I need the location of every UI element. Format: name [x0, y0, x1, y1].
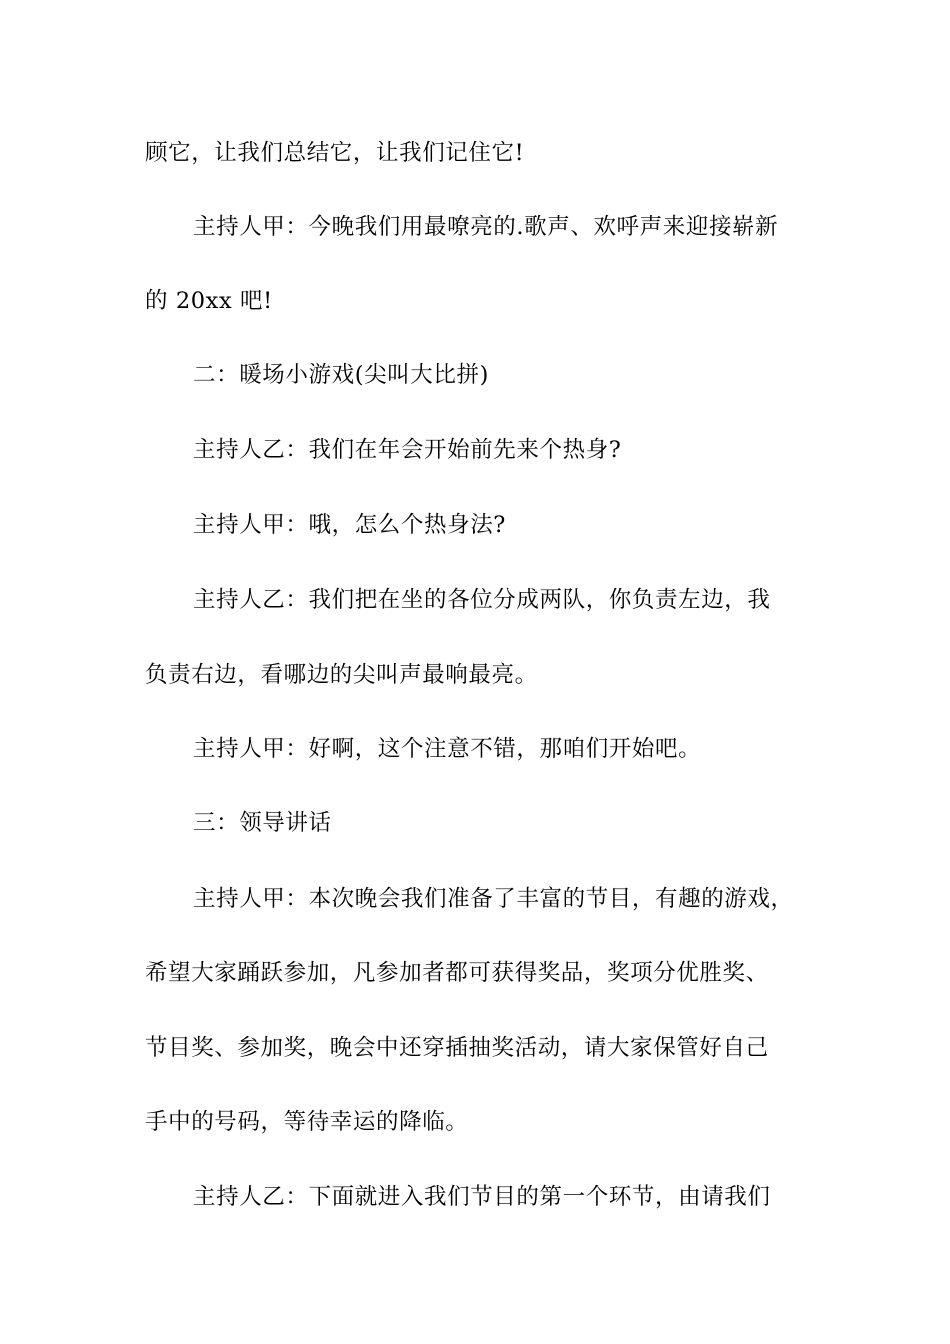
text-line: 主持人甲：今晚我们用最嘹亮的.歌声、欢呼声来迎接崭新: [193, 214, 779, 240]
text-line: 主持人甲：本次晚会我们准备了丰富的节目，有趣的游戏，: [193, 886, 794, 912]
text-line: 手中的号码，等待幸运的降临。: [145, 1109, 469, 1135]
text-line: 主持人乙：我们把在坐的各位分成两队，你负责左边，我: [193, 587, 771, 613]
text-line: 主持人甲：哦，怎么个热身法?: [193, 512, 506, 538]
text-line: 顾它，让我们总结它，让我们记住它!: [145, 140, 525, 166]
text-line: 主持人乙：我们在年会开始前先来个热身?: [193, 437, 622, 463]
section-heading: 二：暖场小游戏(尖叫大比拼): [193, 362, 489, 388]
text-line: 负责右边，看哪边的尖叫声最响最亮。: [145, 662, 538, 688]
text-line: 主持人乙：下面就进入我们节目的第一个环节，由请我们: [193, 1184, 771, 1210]
text-line: 节目奖、参加奖，晚会中还穿插抽奖活动，请大家保管好自己: [145, 1035, 769, 1061]
text-line: 主持人甲：好啊，这个注意不错，那咱们开始吧。: [193, 736, 702, 762]
text-line: 希望大家踊跃参加，凡参加者都可获得奖品，奖项分优胜奖、: [145, 960, 769, 986]
text-line: 的 20xx 吧!: [145, 288, 273, 314]
section-heading: 三：领导讲话: [193, 810, 332, 836]
